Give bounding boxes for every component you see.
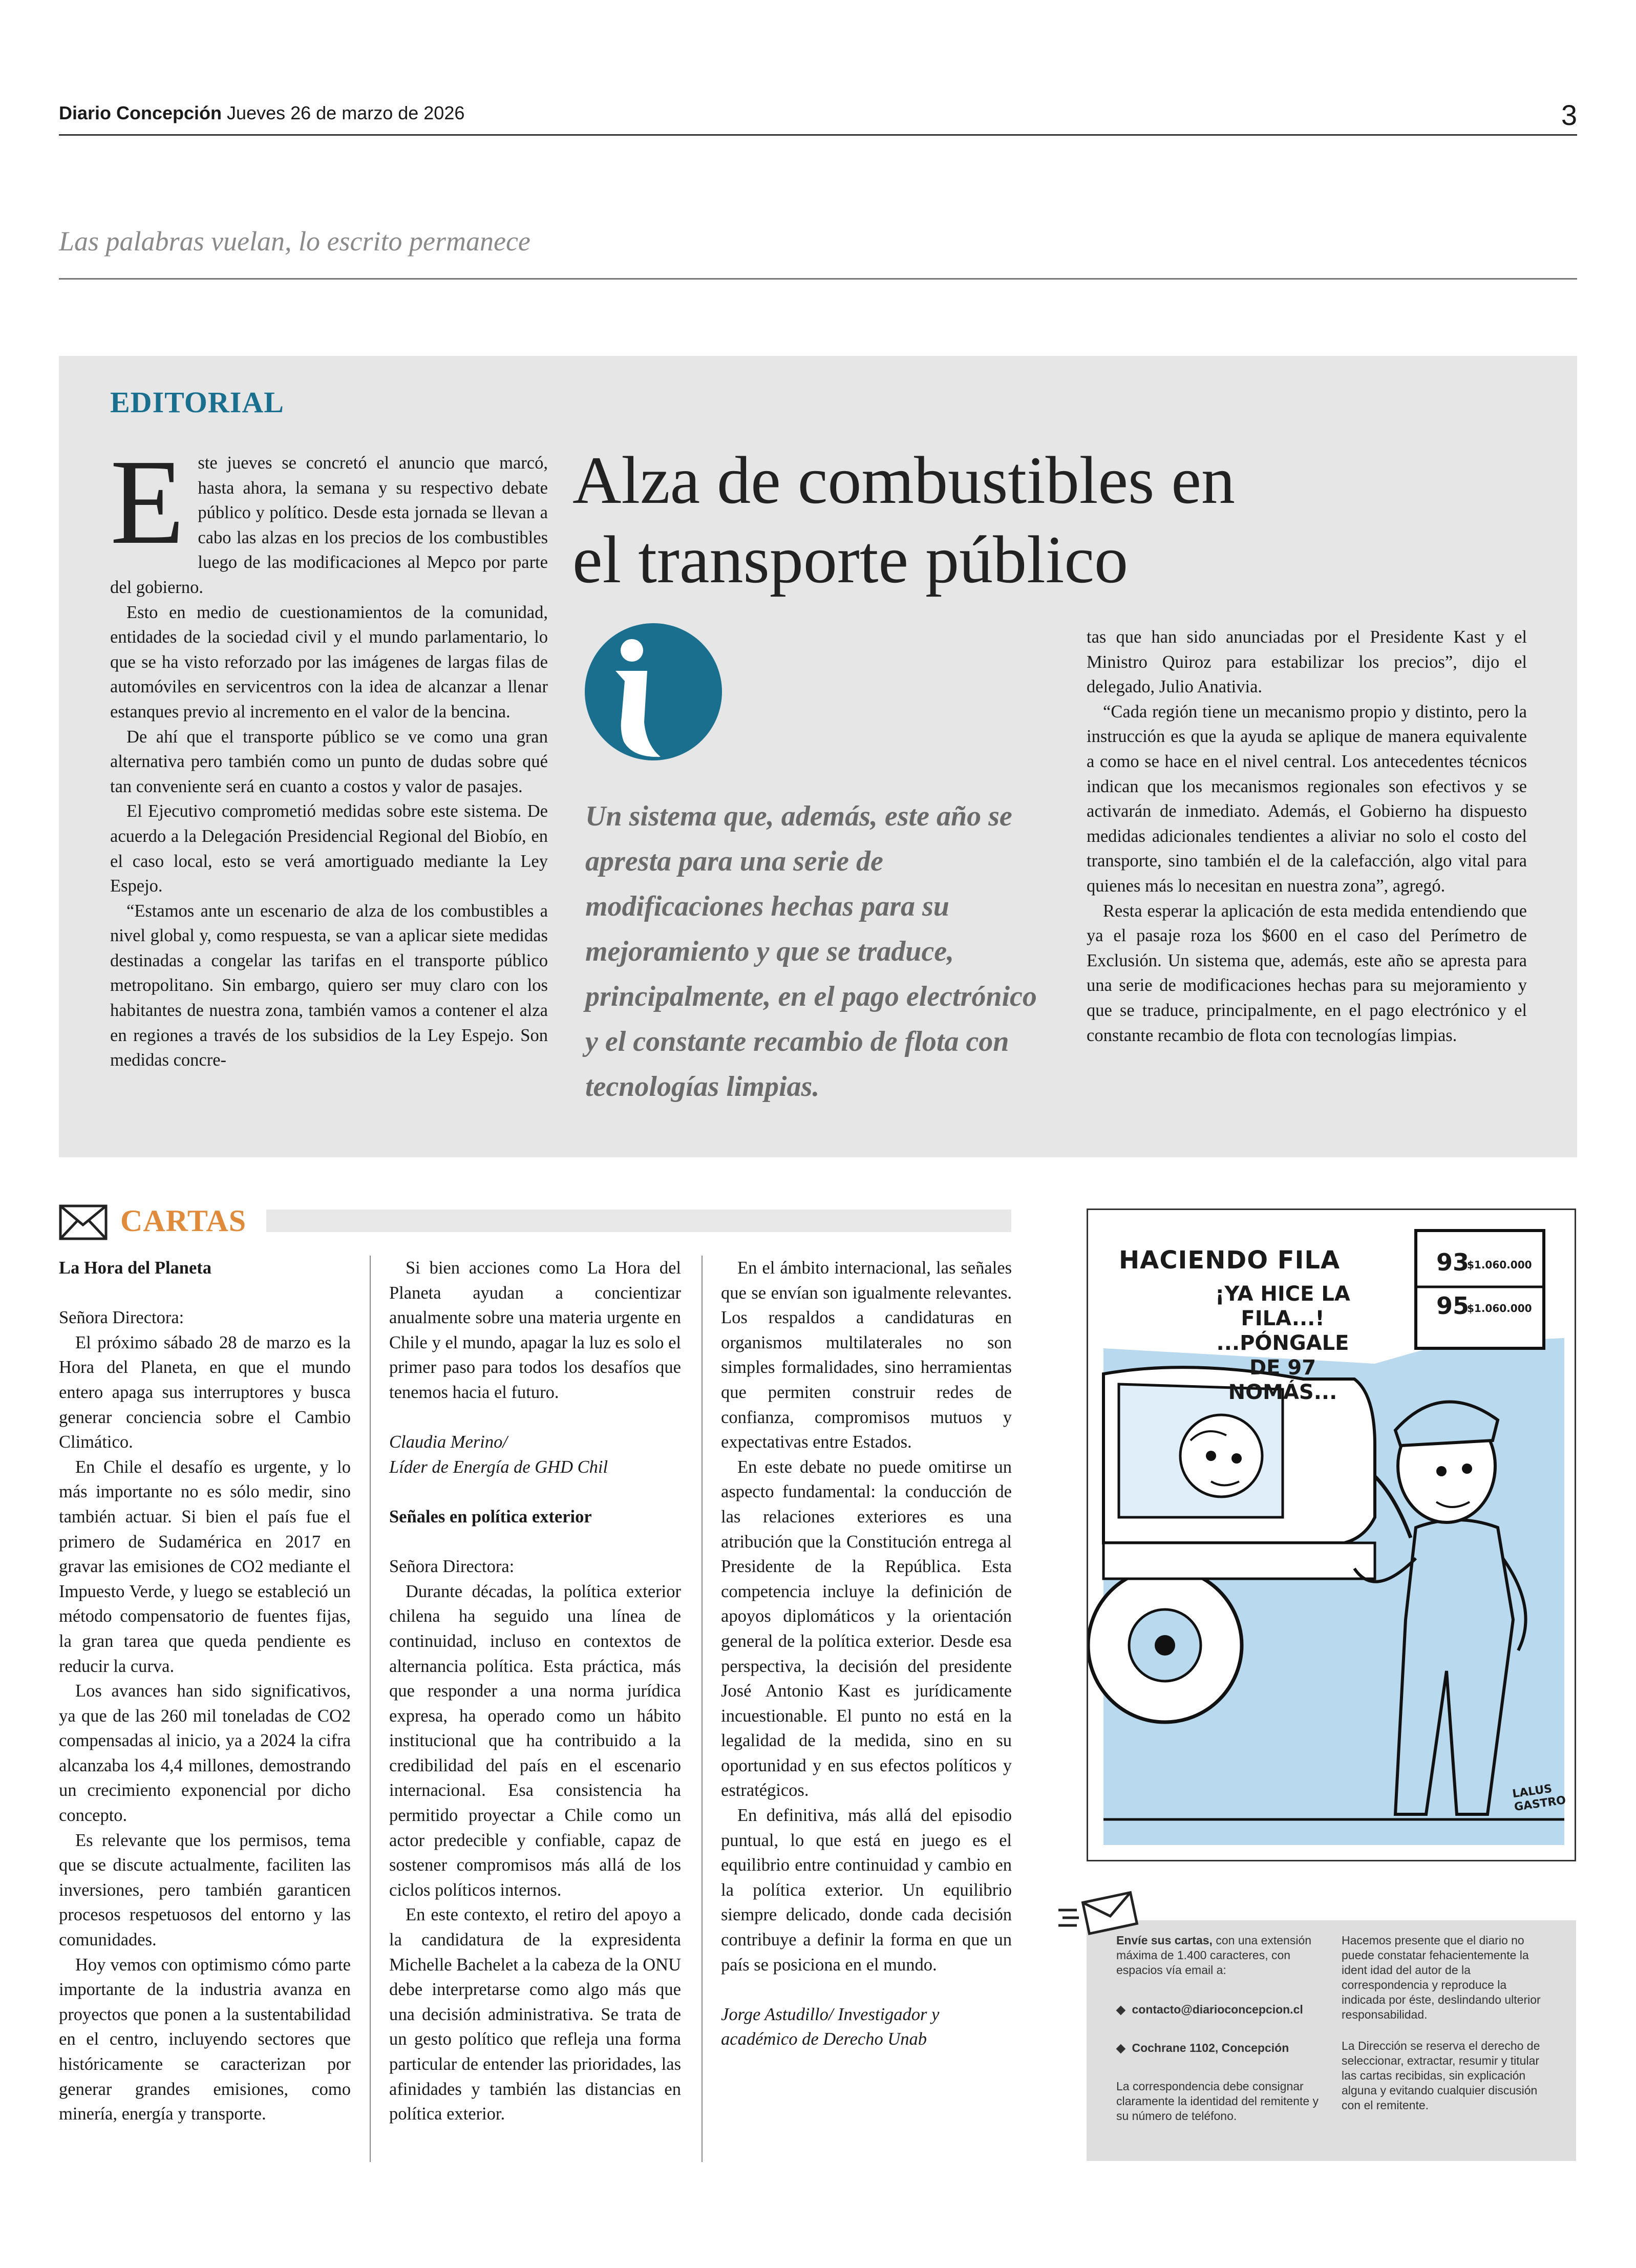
editorial-paragraph: ste jueves se concretó el anuncio que marcó, hasta ahora, la semana y su respectivo debate público y político. Desde esta jornada se llevan a cabo las alzas en los precios de los combustibles luego de las modificaciones al Mepco por parte del gobierno. [110, 453, 548, 597]
letter-signature-name: Jorge Astudillo/ Investigador y [721, 2004, 940, 2024]
cartoon-title: HACIENDO FILA [1119, 1246, 1341, 1275]
issue-date: Jueves 26 de marzo de 2026 [227, 102, 465, 123]
motto-rule [59, 278, 1577, 280]
header-rule [59, 134, 1577, 136]
letter-title: Señales en política exterior [389, 1507, 592, 1527]
letter-signature-name: Claudia Merino/ [389, 1432, 507, 1452]
send-lead-bold: Envíe sus cartas, [1116, 1934, 1213, 1947]
editorial-paragraph: El Ejecutivo comprometió medidas sobre este sistema. De acuerdo a la Delegación Presidencial Regional del Biobío, en el caso local, esto se verá amortiguado mediante la Ley Espejo. [110, 801, 548, 896]
page-number: 3 [1561, 99, 1577, 131]
cartoonist-signature: LALUS GASTRO [1511, 1782, 1567, 1814]
contact-address: Cochrane 1102, Concepción [1132, 2041, 1289, 2054]
letter-paragraph: Los avances han sido significativos, ya que de las 260 mil toneladas de CO2 compensadas al inicio, ya a 2024 la cifra alcanzaba los 4,4 millones, demostrando un crecimiento exponencial por dicho concepto. [59, 1681, 351, 1826]
contact-email: contacto@diarioconcepcion.cl [1132, 2003, 1303, 2016]
letter-salutation: Señora Directora: [59, 1308, 184, 1328]
cartas-column-3 [721, 1256, 1012, 2052]
flying-envelope-icon [1057, 1890, 1139, 1936]
column-divider [702, 1256, 703, 2162]
price-95-note: $1.060.000 [1467, 1302, 1532, 1315]
letter-signature-role: académico de Derecho Unab [721, 2029, 927, 2049]
section-motto: Las palabras vuelan, lo escrito permanece [59, 226, 530, 257]
letter-paragraph: Durante décadas, la política exterior chilena ha seguido una línea de continuidad, incluso en contextos de alternancia política. Esta práctica, más que responder a una norma jurídica expresa, ha operado como un hábito institucional que ha contribuido a la credibilidad del país en el escenario internacional. Esa consistencia ha permitido proyectar a Chile como un actor predecible y confiable, capaz de sostener compromisos más allá de los ciclos políticos internos. [389, 1581, 681, 1900]
letter-paragraph: En este debate no puede omitirse un aspecto fundamental: la conducción de las relaciones exteriores es una atribución que la Constitución entrega al Presidente de la República. Esta competencia incluye la definición de apoyos diplomáticos y la orientación general de la política exterior. Desde esa perspectiva, la decisión del presidente José Antonio Kast es jurídicamente incuestionable. El punto no está en la legalidad de la medida, sino en su oportunidad y en sus efectos políticos y estratégicos. [721, 1457, 1012, 1800]
price-95: 95 [1436, 1292, 1470, 1320]
editorial-label: EDITORIAL [110, 386, 284, 419]
diamond-bullet-icon: ◆ [1116, 2003, 1125, 2016]
editorial-paragraph: Resta esperar la aplicación de esta medida entendiendo que ya el pasaje roza los $600 en el caso del Perímetro de Exclusión. Un sistema que, además, este año se apresta para una serie de modificaciones hechas para su mejoramiento y que se traduce, principalmente, en el pago electrónico y el constante recambio de flota con tecnologías limpias. [1087, 901, 1527, 1045]
price-93: 93 [1436, 1248, 1470, 1276]
info-icon [584, 620, 723, 764]
send-letters-disclaimer [1342, 1933, 1552, 2113]
letter-paragraph: En Chile el desafío es urgente, y lo más importante no es sólo medir, sino también actuar. Si bien el país fue el primero de Sudamérica en 2017 en gravar las emisiones de CO2 mediante el Impuesto Verde, y luego se estableció un método compensatorio de fuentes fijas, la gran tarea que queda pendiente es reducir la curva. [59, 1457, 351, 1676]
letter-title: La Hora del Planeta [59, 1258, 212, 1278]
letter-paragraph: El próximo sábado 28 de marzo es la Hora del Planeta, en que el mundo entero apaga sus interruptores y busca generar conciencia sobre el Cambio Climático. [59, 1332, 351, 1452]
cartoon-speech-bubble: ¡YA HICE LA FILA...! ...PÓNGALE DE 97 NOMÁS... [1215, 1282, 1350, 1404]
paper-name: Diario Concepción [59, 102, 222, 123]
editorial-column-1 [110, 435, 548, 1073]
diamond-bullet-icon: ◆ [1116, 2041, 1125, 2054]
cartoon [1087, 1209, 1576, 1861]
column-divider [370, 1256, 371, 2162]
editorial-paragraph: De ahí que el transporte público se ve como una gran alternativa pero también como un punto de dudas sobre qué tan conveniente será en cuanto a costos y valor de pasajes. [110, 727, 548, 796]
envelope-icon [59, 1204, 108, 1240]
cartas-label: CARTAS [120, 1204, 247, 1238]
letter-paragraph: En el ámbito internacional, las señales que se envían son igualmente relevantes. Los respaldos a candidaturas en organismos multilaterales no son simples formalidades, sino herramientas que permiten construir redes de confianza, compromisos mutuos y expectativas entre Estados. [721, 1258, 1012, 1452]
editorial-paragraph: Esto en medio de cuestionamientos de la comunidad, entidades de la sociedad civil y el mundo parlamentario, lo que se ha visto reforzado por las imágenes de largas filas de automóviles en servicentros con la idea de alcanzar a llenar estanques previo al incremento en el valor de la bencina. [110, 602, 548, 722]
editorial-paragraph: “Cada región tiene un mecanismo propio y distinto, pero la instrucción es que la ayuda se aplique de manera equivalente a como se hace en el nivel central. Los antecedentes técnicos indican que los mecanismos regionales son efectivos y se activarán de inmediato. Además, el Gobierno ha dispuesto medidas adicionales tendientes a aliviar no solo el costo del transporte, sino también el de la calefacción, algo vital para quienes más lo necesitan en nuestra zona”, agregó. [1087, 702, 1527, 896]
letter-paragraph: Si bien acciones como La Hora del Planeta ayudan a concientizar anualmente sobre una materia urgente en Chile y el mundo, apagar la luz es solo el primer paso para todos los desafíos que tenemos hacia el futuro. [389, 1258, 681, 1402]
cartas-column-2 [389, 1256, 681, 2127]
letter-paragraph: Hoy vemos con optimismo cómo parte importante de la industria avanza en proyectos que ponen a la sustentabilidad en el centro, incluyendo sectores que históricamente se caracterizan por generar grandes emisiones, como minería, energía y transporte. [59, 1955, 351, 2124]
disclaimer-paragraph: Hacemos presente que el diario no puede constatar fehacientemente la ident idad del autor de la correspondencia y reproduce la indicada por éste, deslindando ulterior responsabilidad. [1342, 1934, 1541, 2021]
send-footer-note: La correspondencia debe consignar claramente la identidad del remitente y su número de teléfono. [1116, 2080, 1319, 2123]
letter-salutation: Señora Directora: [389, 1557, 515, 1577]
cartas-header [59, 1198, 1011, 1239]
send-letters-instructions [1116, 1933, 1326, 2124]
letter-paragraph: En definitiva, más allá del episodio puntual, lo que está en juego es el equilibrio entre continuidad y cambio en la política exterior. Un equilibrio siempre delicado, donde cada decisión contribuye a definir la forma en que un país se posiciona en el mundo. [721, 1806, 1012, 1975]
cartas-header-bar [266, 1210, 1011, 1232]
editorial-paragraph: tas que han sido anunciadas por el Presidente Kast y el Ministro Quiroz para estabilizar los precios”, dijo el delegado, Julio Anativia. [1087, 627, 1527, 697]
pull-quote: Un sistema que, además, este año se apresta para una serie de modificaciones hechas para su mejoramiento y que se traduce, principalmente, en el pago electrónico y el constante recambio de flota con tecnologías limpias. [585, 800, 1037, 1103]
send-lead-text: con una extensión máxima de 1.400 caracteres, con espacios vía email a: [1116, 1934, 1312, 1977]
disclaimer-paragraph: La Dirección se reserva el derecho de seleccionar, extractar, resumir y titular las cartas recibidas, sin explicación alguna y evitando cualquier discusión con el remitente. [1342, 2039, 1540, 2112]
cartas-column-1 [59, 1256, 351, 2127]
letter-paragraph: En este contexto, el retiro del apoyo a la candidatura de la expresidenta Michelle Bachelet a la cabeza de la ONU debe interpretarse como algo más que una decisión administrativa. Se trata de un gesto político que refleja una forma particular de entender las prioridades, las afinidades y también las distancias en política exterior. [389, 1905, 681, 2124]
letter-paragraph: Es relevante que los permisos, tema que se discute actualmente, faciliten las inversiones, pero también garanticen procesos respetuosos del entorno y las comunidades. [59, 1830, 351, 1950]
editorial-paragraph: “Estamos ante un escenario de alza de los combustibles a nivel global y, como respuesta, se van a aplicar siete medidas destinadas a congelar las tarifas en el transporte público metropolitano. Sin embargo, quiero ser muy claro con los habitantes de nuestra zona, también vamos a contener el alza en regiones a través de los subsidios de la Ley Espejo. Son medidas concre- [110, 901, 548, 1070]
masthead [59, 99, 1577, 133]
letter-signature-role: Líder de Energía de GHD Chil [389, 1457, 608, 1477]
editorial-headline: Alza de combustibles en el transporte público [572, 442, 1235, 597]
price-93-note: $1.060.000 [1467, 1259, 1532, 1271]
drop-cap: E [110, 435, 185, 569]
editorial-column-3 [1087, 625, 1527, 1048]
